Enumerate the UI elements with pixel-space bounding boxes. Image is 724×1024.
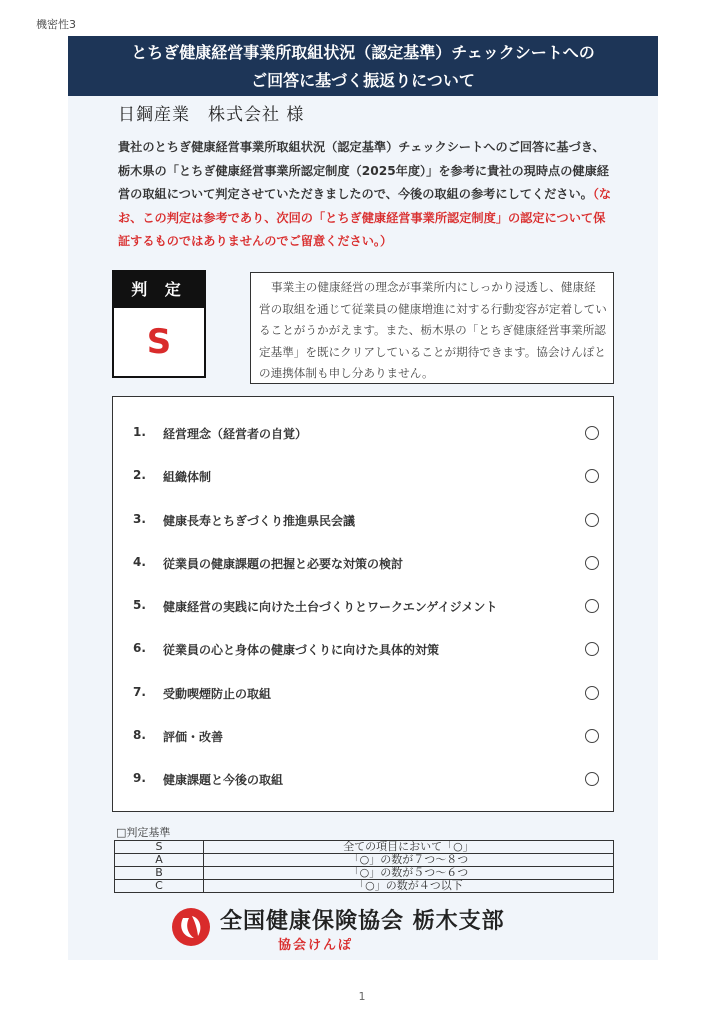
criteria-desc: 「○」の数が５つ～６つ [204,867,614,880]
company-name: 日鋼産業 株式会社 様 [118,105,305,125]
criteria-title: □判定基準 [116,826,171,839]
criteria-grade: A [115,854,204,867]
kenpo-emblem-icon [170,906,212,948]
criteria-table [114,840,614,893]
checklist-item [113,685,613,705]
checklist-item [113,598,613,618]
item-number: 8. [133,728,146,742]
item-number: 7. [133,685,146,699]
page-number: 1 [358,990,366,1003]
comment-text: 事業主の健康経営の理念が事業所内にしっかり浸透し、健康経営の取組を通じて従業員の健康増進に対する行動変容が定着していることがうかがえます。また、栃木県の「とちぎ健康経営事業所認定基準」を既にクリアしていることが期待できます。協会けんぽとの連携体制も申し分ありません。 [259,280,607,380]
intro-body: 貴社のとちぎ健康経営事業所取組状況（認定基準）チェックシートへのご回答に基づき、栃木県の「とちぎ健康経営事業所認定制度（2025年度）」を参考に貴社の現時点の健康経営の取組について判定させていただきましたので、今後の取組の参考にしてください。 [118,140,609,201]
criteria-grade: C [115,880,204,893]
circle-mark-icon [585,513,599,527]
verdict-box [112,270,206,378]
criteria-row [115,867,614,880]
criteria-row [115,880,614,893]
circle-mark-icon [585,642,599,656]
checklist-item [113,771,613,791]
item-label: 組織体制 [163,470,212,484]
intro-paragraph [118,136,612,254]
criteria-grade: S [115,841,204,854]
criteria-row [115,854,614,867]
circle-mark-icon [585,686,599,700]
checklist-item [113,512,613,532]
circle-mark-icon [585,469,599,483]
item-number: 4. [133,555,146,569]
item-label: 受動喫煙防止の取組 [163,687,272,701]
circle-mark-icon [585,426,599,440]
item-label: 経営理念（経営者の自覚） [163,427,308,441]
org-name: 全国健康保険協会 栃木支部 [220,909,505,934]
checklist-item [113,468,613,488]
item-label: 従業員の心と身体の健康づくりに向けた具体的対策 [163,643,440,657]
item-label: 評価・改善 [163,730,224,744]
circle-mark-icon [585,556,599,570]
checklist-item [113,728,613,748]
item-number: 9. [133,771,146,785]
criteria-desc: 「○」の数が７つ～８つ [204,854,614,867]
item-number: 5. [133,598,146,612]
criteria-grade: B [115,867,204,880]
title-line-2: ご回答に基づく振返りについて [251,71,475,90]
circle-mark-icon [585,729,599,743]
verdict-value: S [146,322,172,362]
item-number: 2. [133,468,146,482]
criteria-desc: 全ての項目において「○」 [204,841,614,854]
org-subname: 協会けんぽ [278,938,354,953]
verdict-comment [250,272,614,384]
item-label: 健康課題と今後の取組 [163,773,284,787]
checklist-box [112,396,614,812]
item-number: 6. [133,641,146,655]
checklist-item [113,425,613,445]
circle-mark-icon [585,599,599,613]
item-label: 健康長寿とちぎづくり推進県民会議 [163,514,356,528]
item-number: 3. [133,512,146,526]
verdict-heading: 判 定 [114,272,204,308]
item-label: 健康経営の実践に向けた土台づくりとワークエンゲイジメント [163,600,498,614]
confidentiality-label: 機密性3 [36,18,76,31]
item-number: 1. [133,425,146,439]
intro-note: （なお、この判定は参考であり、次回の「とちぎ健康経営事業所認定制度」の認定について保証するものではありませんのでご留意ください。） [118,187,612,248]
checklist-item [113,641,613,661]
checklist-item [113,555,613,575]
criteria-row [115,841,614,854]
criteria-desc: 「○」の数が４つ以下 [204,880,614,893]
circle-mark-icon [585,772,599,786]
item-label: 従業員の健康課題の把握と必要な対策の検討 [163,557,404,571]
kyokai-kenpo-logo [170,904,550,954]
title-line-1: とちぎ健康経営事業所取組状況（認定基準）チェックシートへの [131,43,595,62]
page-title [68,36,658,96]
